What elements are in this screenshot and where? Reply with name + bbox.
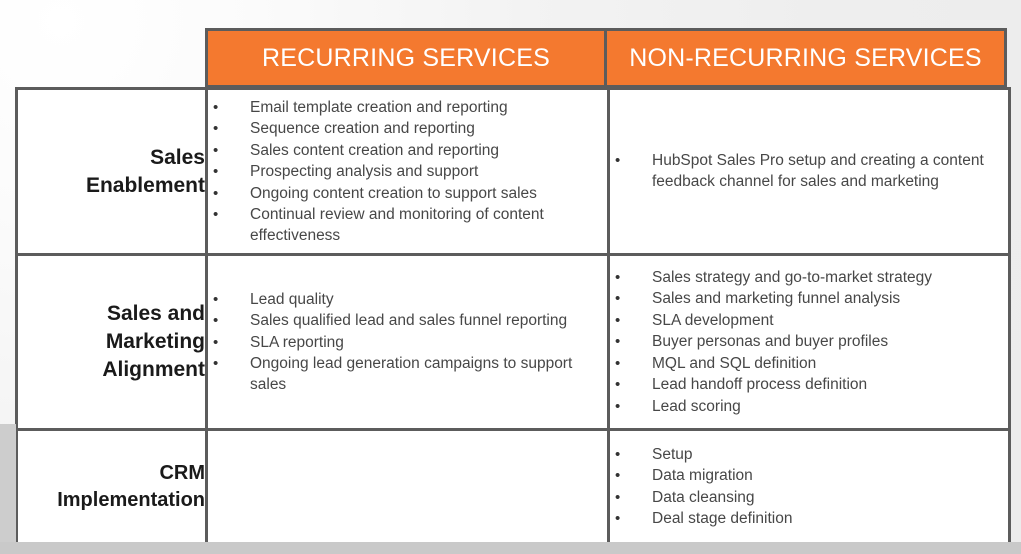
table-row xyxy=(17,255,1010,430)
table-row xyxy=(17,89,1010,255)
list-item: • Sales qualified lead and sales funnel reporting xyxy=(208,310,607,331)
cell-crm-implementation-non-recurring xyxy=(609,430,1010,544)
bullet-list xyxy=(610,267,1008,417)
bullet-list xyxy=(610,444,1008,530)
column-header-recurring-services xyxy=(205,28,607,88)
list-item: • Ongoing content creation to support sales xyxy=(208,183,607,204)
list-item: • Sales strategy and go-to-market strategy xyxy=(610,267,1008,288)
slide-left-edge-band xyxy=(0,424,16,542)
row-label-line: Marketing xyxy=(105,330,205,354)
list-item: • Ongoing lead generation campaigns to support sales xyxy=(208,353,607,395)
list-item: • SLA reporting xyxy=(208,332,607,353)
list-item: • Lead quality xyxy=(208,289,607,310)
row-label-line: Implementation xyxy=(57,488,205,511)
list-item: • SLA development xyxy=(610,310,1008,331)
row-label-crm-implementation xyxy=(17,430,207,544)
bullet-list xyxy=(610,150,1008,192)
list-item: • Sales and marketing funnel analysis xyxy=(610,288,1008,309)
row-label-sales-enablement xyxy=(17,89,207,255)
cell-sales-enablement-non-recurring xyxy=(609,89,1010,255)
list-item: • Buyer personas and buyer profiles xyxy=(610,331,1008,352)
list-item: • Prospecting analysis and support xyxy=(208,161,607,182)
cell-sales-enablement-recurring xyxy=(207,89,609,255)
column-header-non-recurring-services-label: NON-RECURRING SERVICES xyxy=(629,43,982,72)
cell-sales-and-marketing-alignment-non-recurring xyxy=(609,255,1010,430)
list-item: • Setup xyxy=(610,444,1008,465)
services-comparison-table xyxy=(15,87,1011,545)
slide-bottom-band xyxy=(0,542,1021,554)
list-item: • Data migration xyxy=(610,465,1008,486)
list-item: • MQL and SQL definition xyxy=(610,353,1008,374)
column-header-non-recurring-services xyxy=(604,28,1007,88)
row-label-line: Sales and xyxy=(106,302,205,326)
bullet-list xyxy=(208,289,607,396)
list-item: • Data cleansing xyxy=(610,487,1008,508)
table-row xyxy=(17,430,1010,544)
bullet-list xyxy=(208,97,607,247)
list-item: • Sales content creation and reporting xyxy=(208,140,607,161)
list-item: • Deal stage definition xyxy=(610,508,1008,529)
row-label-sales-and-marketing-alignment xyxy=(17,255,207,430)
list-item: • Continual review and monitoring of content effectiveness xyxy=(208,204,607,246)
list-item: • Email template creation and reporting xyxy=(208,97,607,118)
cell-sales-and-marketing-alignment-recurring xyxy=(207,255,609,430)
table-header-row xyxy=(205,28,1008,88)
list-item: • Lead scoring xyxy=(610,396,1008,417)
column-header-recurring-services-label: RECURRING SERVICES xyxy=(262,43,550,72)
cell-crm-implementation-recurring xyxy=(207,430,609,544)
row-label-line: Enablement xyxy=(85,173,205,197)
list-item: • Sequence creation and reporting xyxy=(208,118,607,139)
row-label-line: Alignment xyxy=(102,357,205,381)
row-label-line: Sales xyxy=(150,145,205,169)
list-item: • HubSpot Sales Pro setup and creating a content feedback channel for sales and marketing xyxy=(610,150,1008,192)
row-label-line: CRM xyxy=(159,462,205,485)
list-item: • Lead handoff process definition xyxy=(610,374,1008,395)
